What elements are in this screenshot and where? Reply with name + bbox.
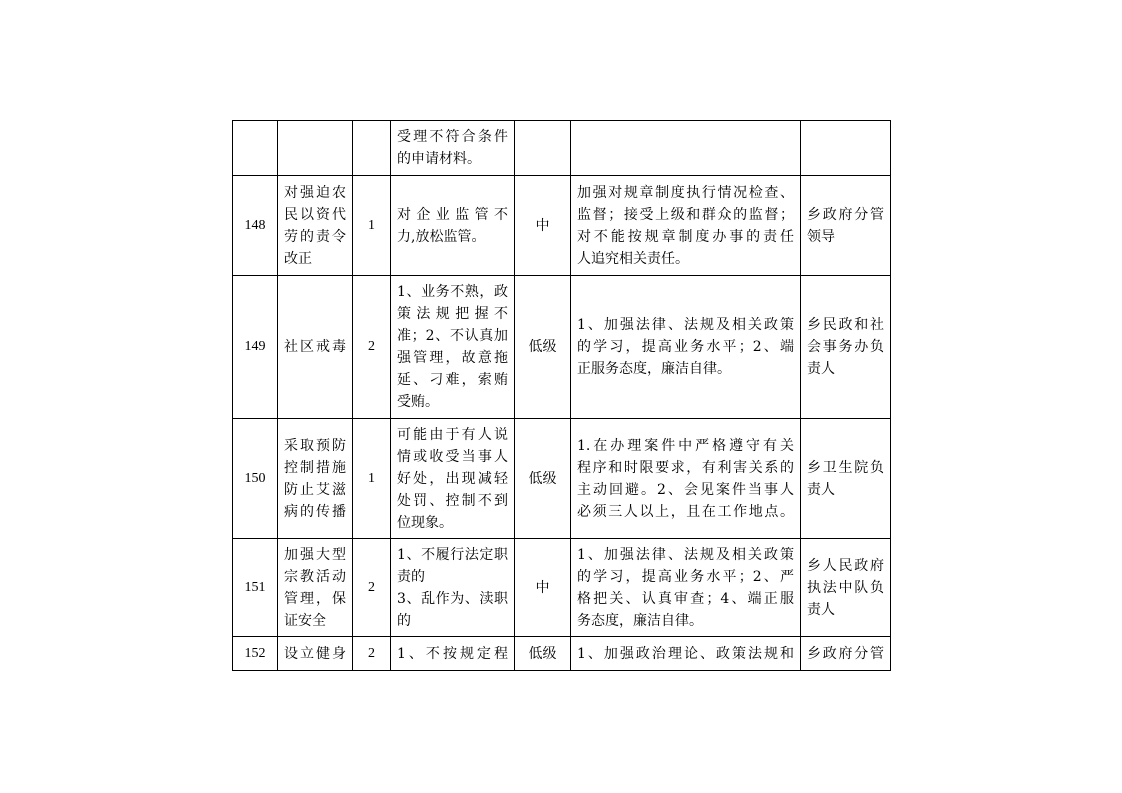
table-row <box>233 539 891 637</box>
risk-line: 延、刁难，索贿 <box>397 372 508 388</box>
owner-cell <box>801 539 891 637</box>
measures-line: 1、加强法律、法规及相关政策 <box>577 546 794 563</box>
table-row <box>233 419 891 539</box>
owner-line: 会事务办负 <box>807 339 884 355</box>
risk-line: 好处，出现减轻 <box>397 470 508 487</box>
risk-cell <box>391 276 515 419</box>
measures-line: 的学习，提高业务水平；2、端 <box>577 339 794 355</box>
risk-cell <box>391 419 515 539</box>
risk-line: 的申请材料。 <box>397 151 481 167</box>
item-cell <box>278 276 353 419</box>
risk-line: 1、不按规定程 <box>397 645 508 662</box>
level-cell: 1 <box>353 419 391 539</box>
risk-cell <box>391 637 515 671</box>
risk-line: 对企业监管不 <box>397 206 508 223</box>
table-row <box>233 121 891 176</box>
measures-cell <box>571 539 801 637</box>
item-line: 民以资代 <box>284 206 346 223</box>
risk-cell <box>391 176 515 276</box>
level-cell: 2 <box>353 637 391 671</box>
measures-line: 格把关、认真审查；4、端正服 <box>577 590 794 607</box>
measures-line: 1、加强政治理论、政策法规和 <box>577 645 794 662</box>
item-line: 宗教活动 <box>284 568 346 585</box>
measures-cell <box>571 419 801 539</box>
measures-line: 1、加强法律、法规及相关政策 <box>577 317 794 333</box>
risk-line: 力,放松监管。 <box>397 228 486 245</box>
measures-line: 正服务态度，廉洁自律。 <box>577 361 731 377</box>
measures-line: 的学习，提高业务水平；2、严 <box>577 568 794 585</box>
risk-line: 策法规把握不 <box>397 306 508 322</box>
risk-line: 3、乱作为、渎职 <box>397 590 508 607</box>
item-line: 社区戒毒 <box>284 339 346 355</box>
measures-line: 必须三人以上，且在工作地点。 <box>577 503 794 520</box>
measures-line: 1.在办理案件中严格遵守有关 <box>577 437 794 454</box>
item-line: 病的传播 <box>284 503 346 520</box>
owner-cell <box>801 276 891 419</box>
risk-line: 1、业务不熟，政 <box>397 284 508 300</box>
item-line: 防止艾滋 <box>284 481 346 498</box>
row-number-cell <box>233 121 278 176</box>
row-number-cell: 152 <box>233 637 278 671</box>
owner-line: 乡人民政府 <box>807 557 884 574</box>
item-cell <box>278 121 353 176</box>
item-cell <box>278 539 353 637</box>
item-line: 加强大型 <box>284 546 346 563</box>
risk-line: 1、不履行法定职 <box>397 546 508 563</box>
owner-cell <box>801 176 891 276</box>
level-cell: 2 <box>353 539 391 637</box>
table-row <box>233 637 891 671</box>
measures-line: 程序和时限要求，有利害关系的 <box>577 459 794 476</box>
grade-cell: 中 <box>515 539 571 637</box>
row-number-cell: 148 <box>233 176 278 276</box>
owner-line: 责人 <box>807 481 835 498</box>
owner-line: 乡民政和社 <box>807 317 884 333</box>
risk-line: 责的 <box>397 568 425 585</box>
risk-cell <box>391 121 515 176</box>
item-cell <box>278 637 353 671</box>
risk-line: 处罚、控制不到 <box>397 492 508 509</box>
grade-cell: 低级 <box>515 276 571 419</box>
item-line: 对强迫农 <box>284 184 346 201</box>
item-line: 改正 <box>284 250 312 267</box>
measures-cell <box>571 121 801 176</box>
risk-line: 情或收受当事人 <box>397 448 508 465</box>
measures-line: 人追究相关责任。 <box>577 250 689 267</box>
item-line: 证安全 <box>284 612 326 629</box>
table-row <box>233 276 891 419</box>
risk-line: 强管理，故意拖 <box>397 350 508 366</box>
owner-line: 领导 <box>807 228 835 245</box>
level-cell: 2 <box>353 276 391 419</box>
row-number-cell: 151 <box>233 539 278 637</box>
level-cell: 1 <box>353 176 391 276</box>
risk-line: 受贿。 <box>397 394 439 410</box>
owner-line: 执法中队负 <box>807 579 884 596</box>
measures-line: 主动回避。2、会见案件当事人 <box>577 481 794 498</box>
risk-line: 准；2、不认真加 <box>397 328 508 344</box>
item-cell <box>278 176 353 276</box>
owner-line: 乡政府分管 <box>807 206 884 223</box>
grade-cell: 中 <box>515 176 571 276</box>
row-number-cell: 150 <box>233 419 278 539</box>
measures-line: 对不能按规章制度办事的责任 <box>577 228 794 245</box>
measures-line: 监督；接受上级和群众的监督； <box>577 206 794 223</box>
owner-line: 乡政府分管 <box>807 645 884 662</box>
owner-cell <box>801 419 891 539</box>
item-line: 控制措施 <box>284 459 346 476</box>
grade-cell <box>515 121 571 176</box>
risk-line: 位现象。 <box>397 514 453 531</box>
item-line: 采取预防 <box>284 437 346 454</box>
item-line: 管理，保 <box>284 590 346 607</box>
grade-cell: 低级 <box>515 637 571 671</box>
risk-table <box>232 120 891 671</box>
level-cell <box>353 121 391 176</box>
item-line: 劳的责令 <box>284 228 346 245</box>
measures-cell <box>571 276 801 419</box>
measures-cell <box>571 176 801 276</box>
measures-cell <box>571 637 801 671</box>
row-number-cell: 149 <box>233 276 278 419</box>
owner-cell <box>801 121 891 176</box>
owner-cell <box>801 637 891 671</box>
measures-line: 务态度，廉洁自律。 <box>577 612 703 629</box>
risk-line: 受理不符合条件 <box>397 129 508 145</box>
owner-line: 责人 <box>807 601 835 618</box>
item-cell <box>278 419 353 539</box>
risk-line: 可能由于有人说 <box>397 426 508 443</box>
risk-line: 的 <box>397 612 411 629</box>
risk-cell <box>391 539 515 637</box>
grade-cell: 低级 <box>515 419 571 539</box>
table-row <box>233 176 891 276</box>
owner-line: 乡卫生院负 <box>807 459 884 476</box>
owner-line: 责人 <box>807 361 835 377</box>
measures-line: 加强对规章制度执行情况检查、 <box>577 184 794 201</box>
item-line: 设立健身 <box>284 645 346 662</box>
